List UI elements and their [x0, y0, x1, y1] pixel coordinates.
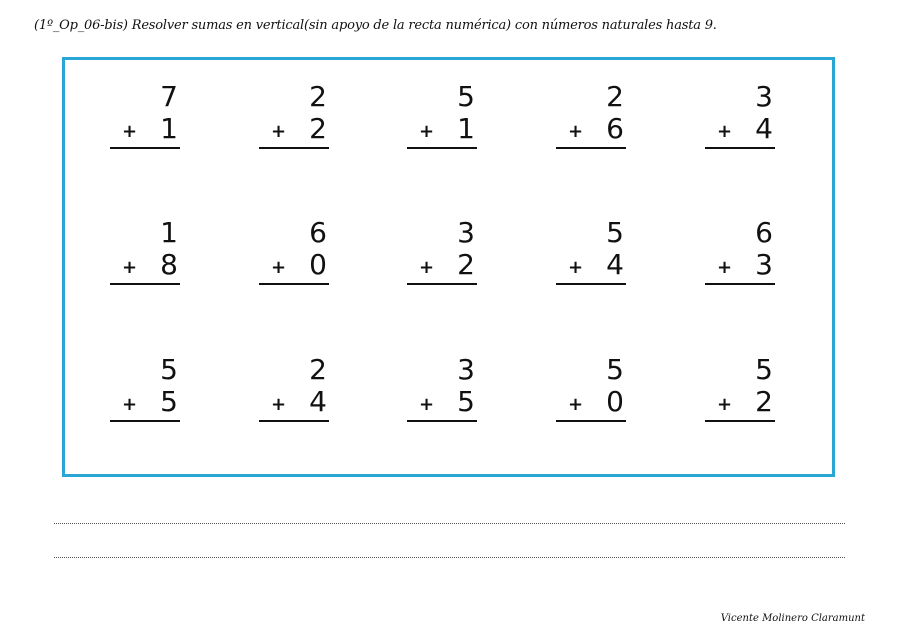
addition-problem [556, 218, 628, 284]
plus-sign: + [568, 121, 584, 142]
second-addend: 2 [755, 385, 773, 418]
second-addend: 3 [755, 248, 773, 281]
first-addend: 2 [606, 80, 624, 113]
first-addend: 5 [160, 353, 178, 386]
first-addend: 2 [309, 80, 327, 113]
second-addend: 6 [606, 112, 624, 145]
second-addend: 0 [309, 248, 327, 281]
addition-problem [259, 218, 331, 284]
plus-sign: + [568, 257, 584, 278]
second-addend: 0 [606, 385, 624, 418]
sum-line [705, 147, 775, 149]
addition-problem [407, 355, 479, 421]
addition-problem [556, 355, 628, 421]
second-addend: 4 [606, 248, 624, 281]
sum-line [259, 283, 329, 285]
addition-problem [705, 218, 777, 284]
addition-problem [110, 82, 182, 148]
second-addend: 4 [755, 112, 773, 145]
author-credit: Vicente Molinero Claramunt [720, 613, 865, 624]
addition-problem [110, 355, 182, 421]
plus-sign: + [419, 257, 435, 278]
first-addend: 7 [160, 80, 178, 113]
sum-line [556, 147, 626, 149]
sum-line [705, 420, 775, 422]
plus-sign: + [717, 121, 733, 142]
plus-sign: + [271, 394, 287, 415]
plus-sign: + [717, 394, 733, 415]
exercise-frame [62, 57, 835, 477]
second-addend: 2 [309, 112, 327, 145]
plus-sign: + [717, 257, 733, 278]
first-addend: 3 [755, 80, 773, 113]
sum-line [259, 147, 329, 149]
addition-problem [110, 218, 182, 284]
addition-problem [407, 218, 479, 284]
addition-problem [705, 82, 777, 148]
plus-sign: + [271, 121, 287, 142]
sum-line [110, 420, 180, 422]
second-addend: 5 [457, 385, 475, 418]
plus-sign: + [271, 257, 287, 278]
plus-sign: + [122, 121, 138, 142]
answer-line-2 [54, 557, 845, 558]
plus-sign: + [122, 394, 138, 415]
second-addend: 8 [160, 248, 178, 281]
second-addend: 1 [457, 112, 475, 145]
worksheet-title: (1º_Op_06-bis) Resolver sumas en vertical(sin apoyo de la recta numérica) con números naturales hasta 9. [34, 18, 717, 33]
second-addend: 2 [457, 248, 475, 281]
sum-line [407, 420, 477, 422]
first-addend: 3 [457, 353, 475, 386]
first-addend: 5 [606, 353, 624, 386]
addition-problem [259, 355, 331, 421]
plus-sign: + [419, 121, 435, 142]
sum-line [407, 283, 477, 285]
first-addend: 6 [309, 216, 327, 249]
second-addend: 5 [160, 385, 178, 418]
addition-problem [407, 82, 479, 148]
addition-problem [705, 355, 777, 421]
plus-sign: + [122, 257, 138, 278]
first-addend: 5 [755, 353, 773, 386]
second-addend: 4 [309, 385, 327, 418]
first-addend: 3 [457, 216, 475, 249]
first-addend: 6 [755, 216, 773, 249]
second-addend: 1 [160, 112, 178, 145]
addition-problem [259, 82, 331, 148]
first-addend: 1 [160, 216, 178, 249]
plus-sign: + [568, 394, 584, 415]
first-addend: 5 [606, 216, 624, 249]
sum-line [259, 420, 329, 422]
sum-line [110, 147, 180, 149]
sum-line [556, 420, 626, 422]
first-addend: 2 [309, 353, 327, 386]
sum-line [110, 283, 180, 285]
first-addend: 5 [457, 80, 475, 113]
sum-line [407, 147, 477, 149]
sum-line [705, 283, 775, 285]
plus-sign: + [419, 394, 435, 415]
answer-line-1 [54, 523, 845, 524]
sum-line [556, 283, 626, 285]
addition-problem [556, 82, 628, 148]
